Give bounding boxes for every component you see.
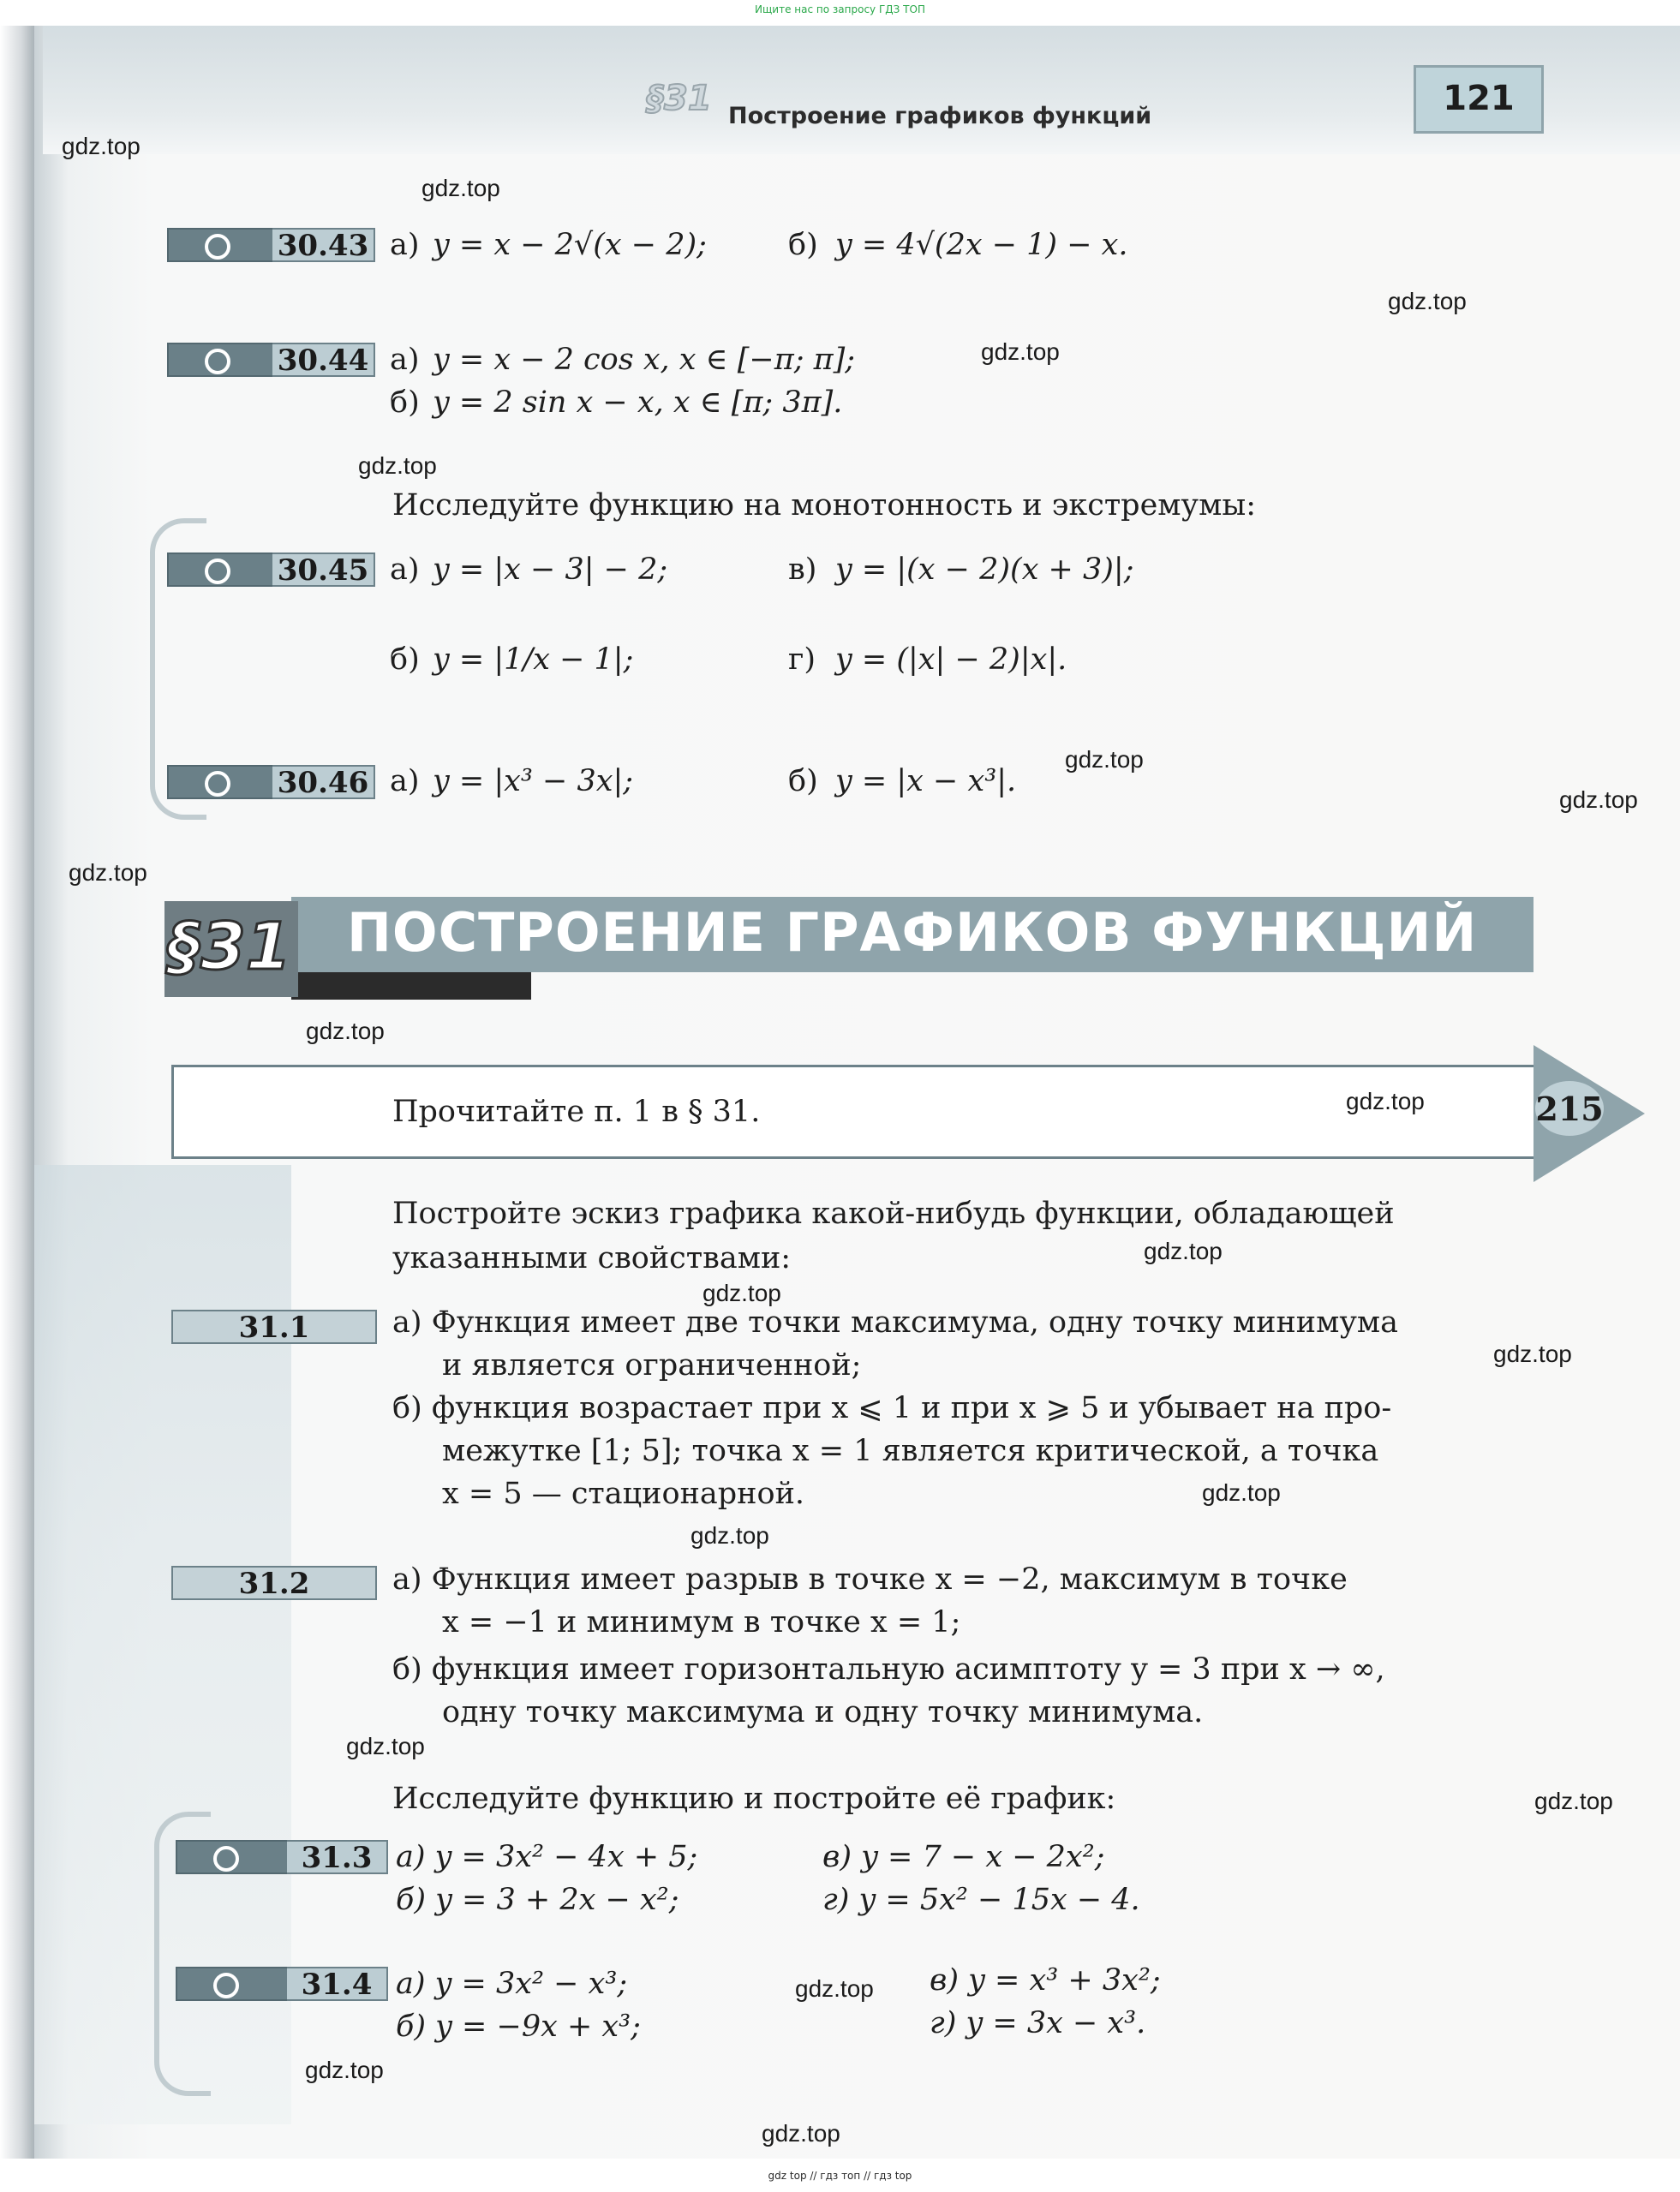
formula: в) y = 7 − x − 2x²; [822,1840,1105,1874]
circle-icon [205,234,230,260]
top-credit: Ищите нас по запросу ГДЗ ТОП [755,3,925,15]
reading-box [171,1065,1542,1159]
item-label: а) [390,228,420,262]
instruction: Исследуйте функцию на монотонность и экстремумы: [392,488,1256,523]
book-spine [0,26,34,2159]
item-label: а) [390,343,420,377]
exercise-number: 30.43 [272,228,375,262]
item-label: б) [390,385,420,420]
formula: б) y = 3 + 2x − x²; [396,1883,679,1917]
circle-icon [213,1973,239,1998]
section-title: ПОСТРОЕНИЕ ГРАФИКОВ ФУНКЦИЙ [347,901,1478,964]
exercise-marker [167,765,283,799]
exercise-number: 30.44 [272,343,375,377]
formula: г) y = 5x² − 15x − 4. [822,1883,1140,1917]
watermark: gdz.top [1388,288,1467,314]
circle-icon [205,771,230,797]
exercise-line: одну точку максимума и одну точку минимума. [442,1695,1204,1729]
formula: y = 2 sin x − x, x ∈ [π; 3π]. [433,385,843,420]
exercise-number: 31.4 [287,1967,388,2001]
formula: а) y = 3x² − x³; [396,1967,628,2001]
formula: y = (|x| − 2)|x|. [835,642,1067,677]
section-banner-shadow [291,972,531,1000]
formula: y = |x³ − 3x|; [433,764,634,798]
watermark: gdz.top [69,859,147,886]
exercise-number: 31.2 [171,1566,377,1600]
formula: б) y = −9x + x³; [396,2010,641,2044]
exercise-marker [176,1967,296,2001]
watermark: gdz.top [1346,1088,1425,1114]
watermark: gdz.top [691,1522,769,1549]
formula: y = 4√(2x − 1) − x. [835,228,1128,262]
exercise-line: x = −1 и минимум в точке x = 1; [442,1605,961,1640]
exercise-marker [176,1840,296,1874]
exercise-line: б) функция имеет горизонтальную асимптоту y = 3 при x → ∞, [392,1652,1385,1687]
exercise-line: а) Функция имеет разрыв в точке x = −2, максимум в точке [392,1562,1348,1597]
exercise-marker [167,343,283,377]
circle-icon [205,349,230,374]
circle-icon [205,558,230,584]
item-label: г) [788,642,816,677]
watermark: gdz.top [346,1733,425,1759]
exercise-line: и является ограниченной; [442,1348,862,1383]
item-label: в) [788,552,817,587]
item-label: а) [390,552,420,587]
running-title: Построение графиков функций [728,103,1152,129]
watermark: gdz.top [421,175,500,201]
formula: y = x − 2√(x − 2); [433,228,707,262]
instruction: Постройте эскиз графика какой-нибудь функции, обладающей [392,1197,1395,1231]
watermark: gdz.top [795,1975,874,2002]
instruction: Исследуйте функцию и постройте её график: [392,1782,1116,1816]
exercise-number: 31.3 [287,1840,388,1874]
running-section-mark: §31 [647,79,712,118]
watermark: gdz.top [1559,786,1638,813]
formula: y = |1/x − 1|; [433,642,634,677]
watermark: gdz.top [358,452,437,479]
watermark: gdz.top [1065,746,1144,773]
formula: y = |x − 3| − 2; [433,552,668,587]
reading-instruction: Прочитайте п. 1 в § 31. [392,1095,761,1129]
watermark: gdz.top [1144,1238,1223,1264]
watermark: gdz.top [305,2057,384,2083]
watermark: gdz.top [702,1280,781,1306]
exercise-number: 30.45 [272,552,375,587]
formula: y = |(x − 2)(x + 3)|; [835,552,1134,587]
formula: y = x − 2 cos x, x ∈ [−π; π]; [433,343,856,377]
section-number: §31 [168,908,291,984]
exercise-number: 31.1 [171,1310,377,1344]
bottom-credit: gdz top // гдз топ // гдз top [768,2170,912,2182]
watermark: gdz.top [1534,1788,1613,1814]
exercise-line: а) Функция имеет две точки максимума, одну точку минимума [392,1305,1399,1340]
formula: в) y = x³ + 3x²; [930,1963,1161,1998]
formula: г) y = 3x − x³. [930,2006,1146,2040]
formula: y = |x − x³|. [835,764,1017,798]
instruction: указанными свойствами: [392,1241,792,1275]
item-label: б) [390,642,420,677]
item-label: а) [390,764,420,798]
watermark: gdz.top [1493,1341,1572,1367]
exercise-line: межутке [1; 5]; точка x = 1 является критической, а точка [442,1434,1379,1468]
exercise-marker [167,228,283,262]
watermark: gdz.top [1202,1479,1281,1506]
page-number: 121 [1443,79,1515,118]
item-label: б) [788,228,818,262]
watermark: gdz.top [306,1018,385,1044]
exercise-marker [167,552,283,587]
exercise-line: б) функция возрастает при x ⩽ 1 и при x ⩾ 5 и убывает на про- [392,1391,1392,1425]
exercise-number: 30.46 [272,765,375,799]
circle-icon [213,1846,239,1872]
watermark: gdz.top [762,2120,840,2147]
side-page-number: 215 [1535,1090,1604,1128]
watermark: gdz.top [981,338,1060,365]
exercise-line: x = 5 — стационарной. [442,1477,805,1511]
item-label: б) [788,764,818,798]
watermark: gdz.top [62,133,140,159]
formula: а) y = 3x² − 4x + 5; [396,1840,698,1874]
